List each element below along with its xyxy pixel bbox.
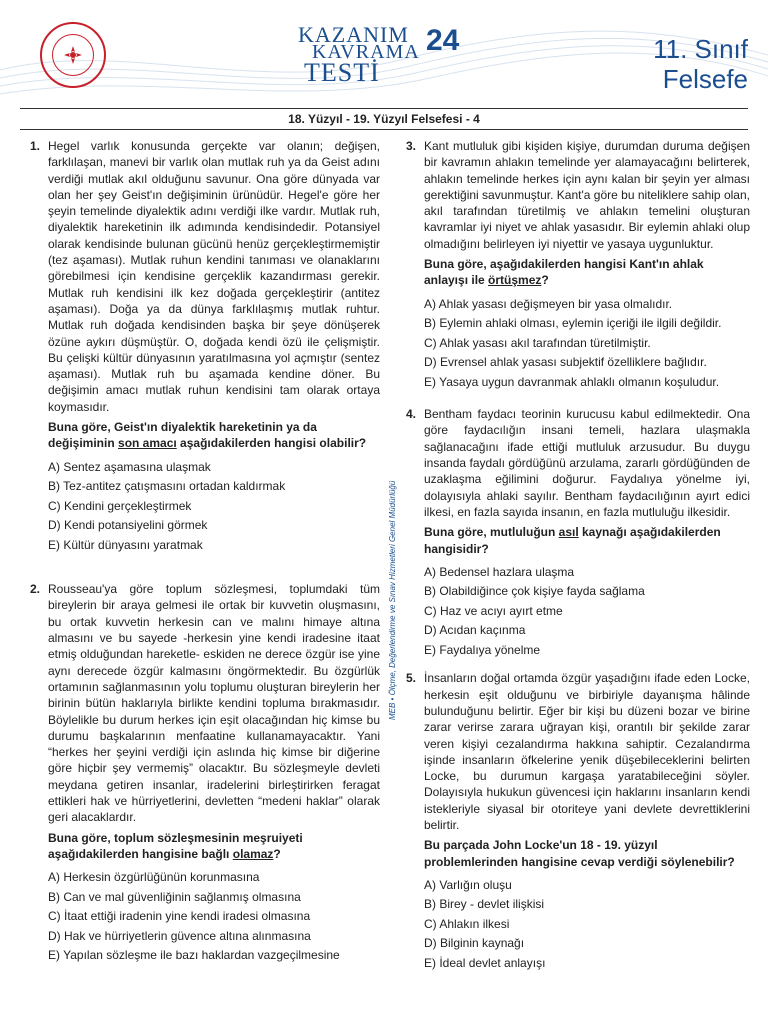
test-number: 24 [426, 24, 460, 57]
option-b[interactable]: B) Can ve mal güvenliğinin sağlanmış olmasına [48, 889, 301, 904]
option-e[interactable]: E) Yapılan sözleşme ile bazı haklardan vazgeçilmesine [48, 948, 340, 963]
subject-label: Felsefe [662, 64, 748, 94]
option-e[interactable]: E) Yasaya uygun davranmak ahlaklı olmanın koşuludur. [424, 374, 720, 389]
options-list [424, 295, 750, 393]
option-a[interactable]: A) Herkesin özgürlüğünün korunmasına [48, 870, 260, 885]
options-list [48, 868, 380, 966]
option-c[interactable]: C) Kendini gerçekleştirmek [48, 498, 192, 513]
option-d[interactable]: D) Acıdan kaçınma [424, 623, 526, 638]
kazanim-kavrama-testi-logo [298, 22, 468, 86]
question-text: İnsanların doğal ortamda özgür yaşadığını ifade eden Locke, herkesin eşit olduğunu ve birbiriyle dayanışma hâlinde bulunduğunu belirtir. Eğer bir kişi bu düzeni bozar ve birine zarar verirse zarara uğrayan kişi, orantılı bir şekilde zarar veren kişiyi cezalandırma hakkına sahiptir. Cezalandırma işinde insanların öfkelerine yenik düşebileceklerini belirten Locke, bu durumun kargaşa yaratabileceğini söyler. Dolayısıyla hukukun güvencesi için haklarını insanların kendi istekleriyle siyasal bir otoriteye yani devlete devrettiklerini belirtir. [424, 671, 750, 833]
option-a[interactable]: A) Bedensel hazlara ulaşma [424, 564, 575, 579]
question-1 [30, 138, 380, 555]
option-a[interactable]: A) Sentez aşamasına ulaşmak [48, 459, 211, 474]
question-text: Rousseau'ya göre toplum sözleşmesi, toplumdaki tüm bireylerin bir araya gelmesi ile ortak bir kuvvetin oluşmasını, bu ortak kuvvetin herkesin can ve malını himaye altına almasını ve bu sayede -herkesin yine kendi iradesine itaat etmiş olduğundan hareketle- eskiden ne derece özgür ise yine aynı derecede özgür kalmasını öngörmektedir. Bu özgürlük ortamının sağlanmasının yolu toplumu oluşturan bireylerin her birinin bütün haklarıyla birlikte kendini topluma bırakmasıdır. Böylelikle bu durum herkes için eşit olacağından hiç kimse bu durumu başkalarının menfaatine kullanamayacaktır. Yani “herkes her şeyini verdiği için aslında hiç kimse bir diğerine göre hiçbir şey vermemiş” olacaktır. Bu sözleşmeyle devleti meydana getiren insanlar, iradelerini birleştirirken feragat ettikleri hak ve hürriyetlerini, devletten “medeni haklar” olarak geri alacaklardır. [48, 582, 380, 825]
option-d[interactable]: D) Kendi potansiyelini görmek [48, 518, 208, 533]
question-number: 1. [30, 139, 41, 153]
question-number: 4. [406, 407, 417, 422]
option-d[interactable]: D) Hak ve hürriyetlerin güvence altına alınmasına [48, 928, 311, 943]
option-c[interactable]: C) Ahlakın ilkesi [424, 916, 510, 931]
question-number: 3. [406, 139, 417, 153]
option-c[interactable]: C) Haz ve acıyı ayırt etme [424, 603, 563, 618]
question-stem: Bu parçada John Locke'un 18 - 19. yüzyıl problemlerinden hangisine cevap verdiği söylenebilir? [424, 838, 735, 869]
question-number: 2. [30, 582, 41, 597]
logo-line-2: KAVRAMA [312, 41, 420, 63]
option-a[interactable]: A) Ahlak yasası değişmeyen bir yasa olmalıdır. [424, 296, 673, 311]
question-2 [30, 581, 380, 966]
question-stem: Buna göre, Geist'ın diyalektik hareketinin ya da değişiminin son amacı aşağıdakilerden hangisi olabilir? [48, 420, 367, 451]
options-list [48, 458, 380, 556]
option-d[interactable]: D) Bilginin kaynağı [424, 936, 525, 951]
side-publisher-text: MEB • Ölçme, Değerlendirme ve Sınav Hizmetleri Genel Müdürlüğü [388, 480, 397, 720]
question-3 [406, 138, 750, 392]
question-text: Bentham faydacı teorinin kurucusu kabul edilmektedir. Ona göre faydacılığın insani temeli, hazlara ulaşmakla sağlanacağını ifade ettiği mutluluk arzusudur. Bu duygu insanda faydalı gördüğünü arzulama, zararlı gördüğünden de uzaklaşma eğilimini doğurur. Faydalıya yönelme iyi, dolayısıyla ahlaki sayılır. Bentham faydacılığının ayırt edici ilkesi, en fazla sayıda insanın, en fazla mutluluğu ilkesidir. [424, 407, 750, 519]
option-a[interactable]: A) Varlığın oluşu [424, 877, 512, 892]
option-b[interactable]: B) Tez-antitez çatışmasını ortadan kaldırmak [48, 479, 286, 494]
left-column [30, 138, 380, 966]
option-c[interactable]: C) İtaat ettiği iradenin yine kendi iradesi olmasına [48, 909, 311, 924]
option-d[interactable]: D) Evrensel ahlak yasası subjektif özelliklere bağlıdır. [424, 355, 707, 370]
topic-title: 18. Yüzyıl - 19. Yüzyıl Felsefesi - 4 [20, 108, 748, 130]
logo-line-1: KAZANIM [298, 22, 409, 47]
question-stem: Buna göre, aşağıdakilerden hangisi Kant'ın ahlak anlayışı ile örtüşmez? [424, 257, 704, 288]
grade-label: 11. Sınıf [653, 34, 748, 64]
question-4 [406, 406, 750, 660]
option-b[interactable]: B) Eylemin ahlaki olması, eylemin içeriği ile ilgili değildir. [424, 316, 722, 331]
meb-seal-icon [40, 22, 106, 88]
question-text: Hegel varlık konusunda gerçekte var olanın; değişen, farklılaşan, manevi bir varlık olan mutlak ruh ya da Geist adını verdiği mutlak akıl olduğunu savunur. Ona göre dünyada var olan her şey Geist'ın değişiminin ürünüdür. Hegel'e göre her şeyin temelinde diyalektik adını verdiği ilke vardır. Mutlak ruh, diyalektik hareketinin ilk adımında kendisindedir. Potansiyel olarak kendisinde bulunan gücünü henüz gerçekleştirmemiştir (tez aşaması). Mutlak ruhun kendini tanıması ve olanaklarını görebilmesi için kendisine gerçeklik kazandırması gerekir. Mutlak ruh kendisini ilk kez doğada gerçekleştirir (antitez aşaması). Doğa ya da dünya farklılaşmış mutlak ruhtur. Mutlak ruh doğada kendisinden başka bir şeye dönüşerek özüne aykırı düşmüştür. O, doğada kendi özü ile çelişmiştir. Bu çelişki kültür dünyasının yaratılmasına yol açmıştır (sentez aşaması). Mutlak ruh bu aşamada kendine döner. Bu değişimin amacı mutlak ruhun kendisini tam olarak ortaya koymasıdır. [48, 139, 380, 414]
option-e[interactable]: E) Kültür dünyasını yaratmak [48, 537, 203, 552]
option-b[interactable]: B) Birey - devlet ilişkisi [424, 897, 545, 912]
option-c[interactable]: C) Ahlak yasası akıl tarafından türetilmiştir. [424, 335, 651, 350]
option-e[interactable]: E) İdeal devlet anlayışı [424, 955, 546, 970]
question-number: 5. [406, 671, 417, 686]
option-e[interactable]: E) Faydalıya yönelme [424, 642, 541, 657]
question-stem: Buna göre, toplum sözleşmesinin meşruiyeti aşağıdakilerden hangisine bağlı olamaz? [48, 830, 303, 861]
grade-subject-block [653, 34, 748, 94]
question-5 [406, 670, 750, 973]
logo-line-3: TESTİ [304, 58, 380, 87]
options-list [424, 563, 750, 661]
question-stem: Buna göre, mutluluğun asıl kaynağı aşağıdakilerden hangisidir? [424, 525, 721, 556]
question-text: Kant mutluluk gibi kişiden kişiye, durumdan duruma değişen bir kavramın ahlakın temelinde yer alamayacağını belirterek, ahlakın temelinde herkes için aynı kalan bir şeyin yer alması gerektiğini savunmuştur. Kant'a göre bu niteliklere sahip olan, akıl tarafından türetilmiş ve ahlakın temelini oluşturan kavramlar iyi niyet ve ahlak yasasıdır. Bir eylemin ahlaki olup olmadığını belirleyen iyi niyettir ve yasaya uygunluktur. [424, 139, 750, 251]
right-column [406, 138, 750, 973]
option-b[interactable]: B) Olabildiğince çok kişiye fayda sağlama [424, 584, 645, 599]
options-list [424, 876, 750, 974]
